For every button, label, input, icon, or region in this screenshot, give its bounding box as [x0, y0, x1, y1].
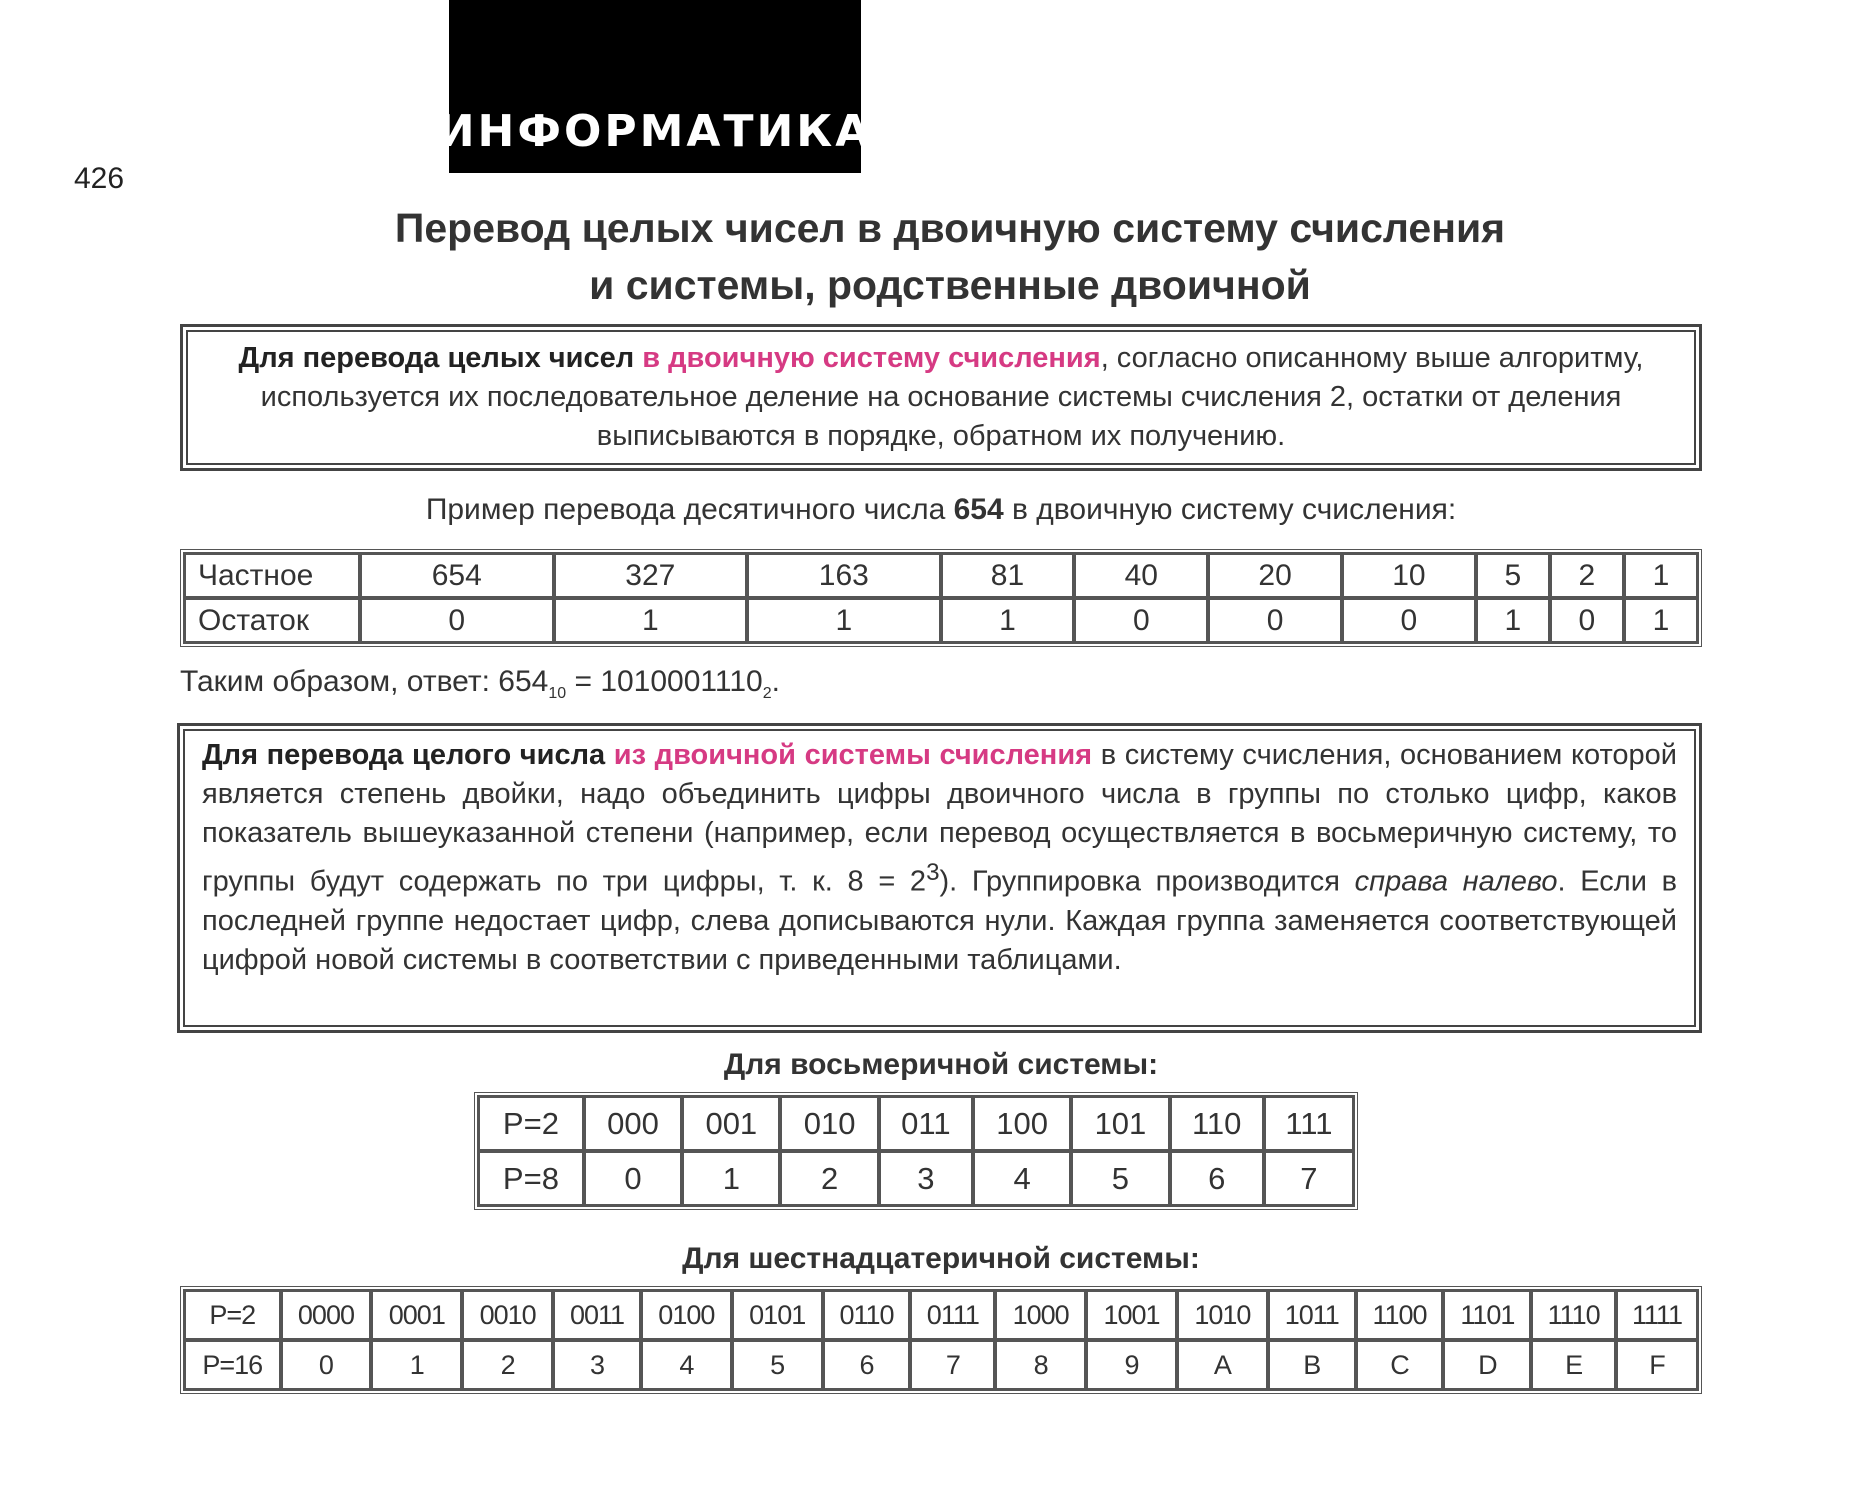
- table-cell: 1: [747, 598, 941, 643]
- hex-table: [180, 1286, 1702, 1394]
- page-title: [180, 200, 1720, 314]
- table-cell: 010: [780, 1096, 878, 1151]
- table-cell: 110: [1170, 1096, 1264, 1151]
- table-cell: 7: [1264, 1151, 1354, 1206]
- rule2-italic: справа налево: [1354, 865, 1558, 898]
- table-cell: 1: [1624, 553, 1698, 598]
- table-cell: A: [1177, 1340, 1268, 1390]
- table-cell: 0101: [732, 1290, 823, 1340]
- table-cell: 1110: [1531, 1290, 1616, 1340]
- row-label: P=8: [478, 1151, 584, 1206]
- table-cell: 0: [281, 1340, 372, 1390]
- table-cell: 6: [823, 1340, 911, 1390]
- table-cell: 001: [682, 1096, 780, 1151]
- table-cell: 000: [584, 1096, 682, 1151]
- table-cell: 101: [1071, 1096, 1169, 1151]
- row-label: Частное: [184, 553, 360, 598]
- answer-binary-value: = 1010001110: [566, 665, 763, 698]
- table-cell: 0011: [553, 1290, 641, 1340]
- rule1-text: , согласно описанному выше алгоритму, используется их последовательное деление на основание системы счисления 2, остатки от деления выписываются в порядке, обратном их получению.: [260, 342, 1644, 452]
- title-line-2: и системы, родственные двоичной: [589, 262, 1311, 308]
- table-cell: 5: [1071, 1151, 1169, 1206]
- rule1-bold-lead: Для перевода целых чисел: [238, 342, 635, 374]
- table-cell: 5: [1476, 553, 1550, 598]
- table-cell: 1001: [1086, 1290, 1177, 1340]
- table-cell: 0: [1208, 598, 1342, 643]
- table-cell: 7: [910, 1340, 995, 1390]
- table-cell: 1101: [1443, 1290, 1531, 1340]
- answer-line: [180, 665, 780, 703]
- table-cell: 0000: [281, 1290, 372, 1340]
- table-cell: 10: [1342, 553, 1476, 598]
- row-label: Остаток: [184, 598, 360, 643]
- table-cell: 1000: [995, 1290, 1086, 1340]
- table-cell: 2: [1550, 553, 1624, 598]
- table-cell: 4: [641, 1340, 732, 1390]
- table-cell: 40: [1074, 553, 1208, 598]
- table-cell: 100: [973, 1096, 1071, 1151]
- table-cell: 0: [360, 598, 554, 643]
- example-caption: [180, 493, 1702, 527]
- section-banner: [437, 0, 873, 173]
- table-cell: 111: [1264, 1096, 1354, 1151]
- example-caption-after: в двоичную систему счисления:: [1003, 493, 1457, 526]
- table-cell: 9: [1086, 1340, 1177, 1390]
- rule2-highlight: из двоичной системы счисления: [613, 739, 1093, 771]
- table-cell: 0110: [823, 1290, 911, 1340]
- answer-prefix: Таким образом, ответ: 654: [180, 665, 549, 698]
- table-row: [184, 598, 1698, 643]
- table-cell: 0100: [641, 1290, 732, 1340]
- page-number: 426: [74, 162, 125, 195]
- table-cell: 1011: [1268, 1290, 1356, 1340]
- table-cell: 1: [371, 1340, 462, 1390]
- table-row: [478, 1096, 1354, 1151]
- table-cell: 1: [1476, 598, 1550, 643]
- row-label: P=16: [184, 1340, 281, 1390]
- table-cell: 20: [1208, 553, 1342, 598]
- table-cell: 1: [1624, 598, 1698, 643]
- row-label: P=2: [184, 1290, 281, 1340]
- hex-caption: Для шестнадцатеричной системы:: [682, 1242, 1200, 1275]
- table-cell: 327: [554, 553, 748, 598]
- table-cell: 0: [1342, 598, 1476, 643]
- table-cell: 1111: [1616, 1290, 1698, 1340]
- table-row: [184, 1290, 1698, 1340]
- table-cell: 3: [879, 1151, 973, 1206]
- rule2-exponent: 3: [926, 859, 940, 886]
- example-caption-number: 654: [953, 493, 1004, 526]
- rule2-text-1: в систему счисления, основанием которой является степень двойки, надо объединить цифры двоичного числа в группы по столько цифр, каков показатель вышеуказанной степени (например, если перевод осуществляется в восьмеричную систему, то группы будут содержать по три цифры, т. к. 8 = 2: [202, 739, 1677, 898]
- table-cell: 5: [732, 1340, 823, 1390]
- table-cell: F: [1616, 1340, 1698, 1390]
- table-cell: C: [1356, 1340, 1444, 1390]
- rule-box-from-binary: [177, 723, 1702, 1033]
- table-cell: 6: [1170, 1151, 1264, 1206]
- rule2-text-2: ). Группировка производится: [939, 865, 1355, 898]
- table-row: [478, 1151, 1354, 1206]
- table-cell: 0: [1550, 598, 1624, 643]
- division-table: [180, 549, 1702, 647]
- title-line-1: Перевод целых чисел в двоичную систему счисления: [394, 205, 1506, 251]
- answer-end: .: [771, 665, 780, 698]
- rule2-text-3: . Если в последней группе недостает цифр, слева дописываются нули. Каждая группа заменяется соответствующей цифрой новой системы в соответствии с приведенными таблицами.: [202, 865, 1677, 976]
- table-cell: 163: [747, 553, 941, 598]
- rule2-bold-lead: Для перевода целого числа: [202, 739, 606, 771]
- table-cell: 1: [682, 1151, 780, 1206]
- table-cell: 0111: [910, 1290, 995, 1340]
- table-cell: 0: [584, 1151, 682, 1206]
- table-cell: 3: [553, 1340, 641, 1390]
- answer-base-2: 2: [762, 685, 772, 702]
- rule-box-to-binary: [180, 324, 1702, 471]
- table-row: [184, 1340, 1698, 1390]
- table-cell: 1: [554, 598, 748, 643]
- table-row: [184, 553, 1698, 598]
- table-cell: 011: [879, 1096, 973, 1151]
- table-cell: 1010: [1177, 1290, 1268, 1340]
- table-cell: 2: [780, 1151, 878, 1206]
- table-cell: 4: [973, 1151, 1071, 1206]
- octal-table: [474, 1092, 1358, 1210]
- table-cell: 2: [462, 1340, 553, 1390]
- table-cell: 654: [360, 553, 554, 598]
- table-cell: 0001: [371, 1290, 462, 1340]
- table-cell: 8: [995, 1340, 1086, 1390]
- table-cell: B: [1268, 1340, 1356, 1390]
- table-cell: 81: [941, 553, 1075, 598]
- rule1-highlight: в двоичную систему счисления: [642, 342, 1101, 374]
- row-label: P=2: [478, 1096, 584, 1151]
- table-cell: 0: [1074, 598, 1208, 643]
- table-cell: 1: [941, 598, 1075, 643]
- table-cell: D: [1443, 1340, 1531, 1390]
- answer-base-10: 10: [548, 685, 567, 702]
- table-cell: E: [1531, 1340, 1616, 1390]
- table-cell: 0010: [462, 1290, 553, 1340]
- example-caption-before: Пример перевода десятичного числа: [425, 493, 954, 526]
- octal-caption: Для восьмеричной системы:: [723, 1048, 1159, 1081]
- table-cell: 1100: [1356, 1290, 1444, 1340]
- section-title: ИНФОРМАТИКА: [437, 106, 873, 157]
